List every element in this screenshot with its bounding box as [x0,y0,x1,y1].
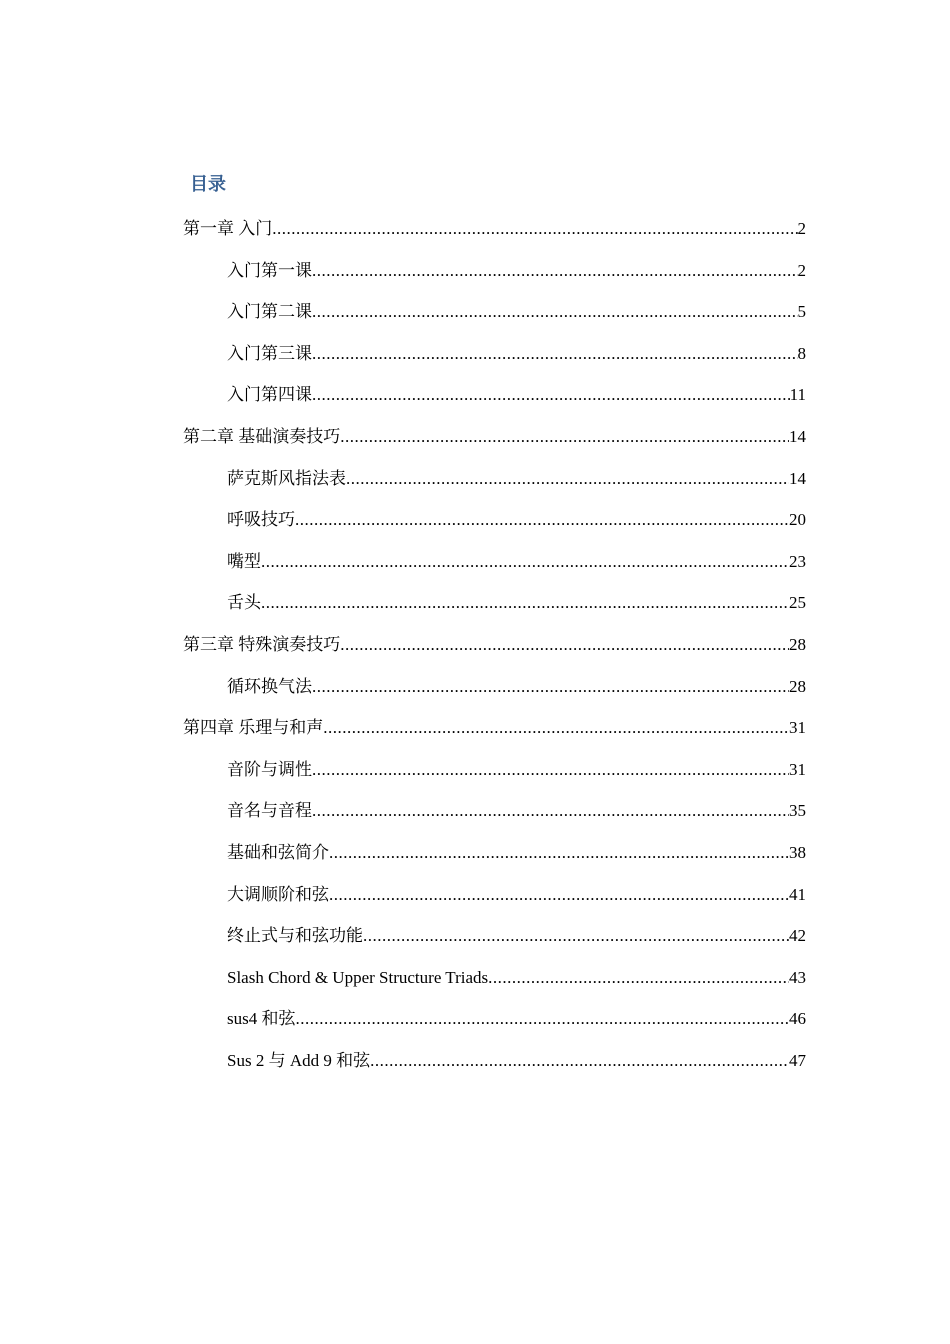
toc-section-entry[interactable] [183,674,806,716]
toc-entry-label: Slash Chord & Upper Structure Triads [227,967,489,987]
toc-section-entry[interactable] [183,882,806,924]
toc-dot-leader [488,965,789,991]
toc-entry-page-number: 25 [789,593,806,613]
toc-entry-label: 入门第三课 [227,343,312,363]
toc-entry-page-number: 47 [789,1050,806,1070]
toc-section-entry[interactable] [183,590,806,632]
toc-section-entry[interactable] [183,965,806,1007]
toc-section-entry[interactable] [183,757,806,799]
toc-entry-label: 大调顺阶和弦 [227,884,329,904]
toc-section-entry[interactable] [183,341,806,383]
toc-entry-page-number: 41 [789,884,806,904]
toc-section-entry[interactable] [183,299,806,341]
toc-entry-label: 第一章 入门 [183,219,273,238]
toc-entry-label: 音阶与调性 [227,759,312,779]
toc-entry-label: 第四章 乐理与和声 [183,718,324,738]
toc-entry-page-number: 14 [789,426,806,446]
toc-entry-page-number: 8 [797,343,806,363]
toc-entry-page-number: 5 [797,302,806,322]
toc-chapter-entry[interactable] [183,424,806,466]
toc-entry-label: sus4 和弦 [227,1009,296,1029]
toc-section-entry[interactable] [183,507,806,549]
toc-entry-page-number: 20 [789,510,806,530]
toc-entry-page-number: 11 [789,385,806,405]
toc-chapter-entry[interactable] [183,216,806,258]
toc-title: 目录 [190,174,226,195]
toc-entry-page-number: 28 [789,634,806,654]
toc-dot-leader [312,674,789,700]
toc-entry-label: 入门第一课 [227,260,312,280]
toc-dot-leader [261,590,789,616]
toc-entry-label: 第三章 特殊演奏技巧 [183,634,341,654]
toc-section-entry[interactable] [183,382,806,424]
toc-section-entry[interactable] [183,1048,806,1090]
toc-dot-leader [346,466,789,492]
toc-entry-page-number: 14 [789,468,806,488]
toc-entry-page-number: 28 [789,676,806,696]
toc-list [183,216,806,1089]
toc-entry-label: 呼吸技巧 [227,510,295,530]
toc-entry-page-number: 42 [789,926,806,946]
toc-section-entry[interactable] [183,923,806,965]
toc-entry-page-number: 31 [789,759,806,779]
toc-entry-label: 第二章 基础演奏技巧 [183,426,341,446]
toc-dot-leader [312,382,790,408]
toc-entry-page-number: 43 [789,967,806,987]
toc-dot-leader [329,882,789,908]
toc-entry-label: Sus 2 与 Add 9 和弦 [227,1050,371,1070]
toc-entry-label: 萨克斯风指法表 [227,468,346,488]
toc-section-entry[interactable] [183,1006,806,1048]
toc-dot-leader [312,299,798,325]
toc-entry-page-number: 2 [797,219,806,238]
toc-dot-leader [312,757,789,783]
toc-entry-label: 循环换气法 [227,676,312,696]
toc-entry-label: 入门第二课 [227,302,312,322]
toc-entry-page-number: 35 [789,801,806,821]
toc-dot-leader [312,798,789,824]
toc-entry-page-number: 31 [789,718,806,738]
toc-dot-leader [295,507,789,533]
toc-entry-page-number: 38 [789,842,806,862]
toc-dot-leader [370,1048,789,1074]
toc-chapter-entry[interactable] [183,715,806,757]
toc-dot-leader [295,1006,789,1032]
toc-section-entry[interactable] [183,258,806,300]
toc-entry-label: 基础和弦简介 [227,842,329,862]
toc-dot-leader [261,549,789,575]
toc-dot-leader [312,258,798,284]
toc-entry-label: 终止式与和弦功能 [227,926,363,946]
toc-section-entry[interactable] [183,549,806,591]
toc-entry-page-number: 2 [797,260,806,280]
toc-dot-leader [340,632,789,658]
toc-dot-leader [329,840,789,866]
toc-entry-label: 舌头 [227,593,261,613]
toc-section-entry[interactable] [183,798,806,840]
toc-dot-leader [312,341,798,367]
toc-entry-label: 嘴型 [227,551,261,571]
toc-entry-page-number: 23 [789,551,806,571]
toc-section-entry[interactable] [183,466,806,508]
toc-dot-leader [340,424,789,450]
toc-entry-page-number: 46 [789,1009,806,1029]
toc-entry-label: 音名与音程 [227,801,312,821]
toc-chapter-entry[interactable] [183,632,806,674]
toc-entry-label: 入门第四课 [227,385,312,405]
toc-section-entry[interactable] [183,840,806,882]
toc-dot-leader [363,923,789,949]
toc-dot-leader [323,715,789,741]
toc-dot-leader [272,216,797,242]
